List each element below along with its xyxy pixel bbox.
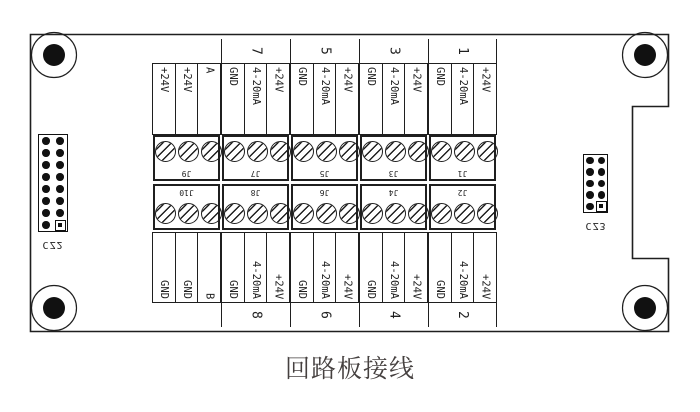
terminal-label-cell bbox=[360, 233, 383, 302]
terminal-label-strip bbox=[359, 63, 428, 135]
terminal-label: +24V bbox=[341, 67, 354, 93]
terminal-label-cell bbox=[222, 64, 245, 134]
terminal-label-cell bbox=[405, 233, 427, 302]
terminal-label-cell bbox=[474, 233, 496, 302]
pin-header-cz2-label: CZ2 bbox=[42, 239, 64, 250]
screw-terminal bbox=[431, 203, 452, 224]
channel-number: 3 bbox=[386, 47, 402, 55]
terminal-label: 4-20mA bbox=[249, 261, 262, 299]
channel-number-cell bbox=[359, 39, 428, 63]
terminal-label: +24V bbox=[479, 273, 492, 299]
block-designator: J7 bbox=[250, 169, 261, 178]
terminal-label: 4-20mA bbox=[387, 261, 400, 299]
channel-number-cell bbox=[290, 39, 359, 63]
screw-terminal bbox=[155, 203, 176, 224]
screw-terminal bbox=[293, 203, 314, 224]
screw-terminal bbox=[247, 203, 268, 224]
block-designator: J4 bbox=[388, 188, 399, 197]
terminal-label: GND bbox=[296, 280, 309, 299]
terminal-label-cell bbox=[360, 64, 383, 134]
terminal-block-j8 bbox=[222, 184, 289, 230]
diagram-title: 回路板接线 bbox=[284, 355, 415, 383]
block-designator: J8 bbox=[250, 188, 261, 197]
terminal-label: +24V bbox=[341, 273, 354, 299]
terminal-label-cell bbox=[245, 233, 268, 302]
terminal-label: 4-20mA bbox=[387, 67, 400, 105]
channel-number-cell bbox=[152, 303, 221, 327]
terminal-label: GND bbox=[158, 280, 171, 299]
terminal-block-j9 bbox=[153, 135, 220, 181]
terminal-label-strip bbox=[152, 63, 221, 135]
channel-number: 5 bbox=[317, 47, 333, 55]
terminal-label-strip bbox=[359, 232, 428, 303]
block-designator: J9 bbox=[181, 169, 192, 178]
terminal-label-cell bbox=[153, 233, 176, 302]
block-designator: J2 bbox=[457, 188, 468, 197]
terminal-label: GND bbox=[227, 280, 240, 299]
terminal-label-strip bbox=[290, 63, 359, 135]
screw-terminal bbox=[454, 203, 475, 224]
screw-terminal bbox=[247, 141, 268, 162]
terminal-label: GND bbox=[434, 67, 447, 86]
channel-number: 2 bbox=[455, 311, 470, 319]
terminal-label-cell bbox=[267, 64, 289, 134]
screw-terminal bbox=[339, 203, 360, 224]
screw-terminal bbox=[316, 141, 337, 162]
terminal-block-j3 bbox=[360, 135, 427, 181]
screw-terminal bbox=[178, 203, 199, 224]
terminal-label: +24V bbox=[272, 67, 285, 93]
block-designator: J10 bbox=[179, 188, 194, 197]
terminal-label: GND bbox=[227, 67, 240, 86]
block-designator: J3 bbox=[388, 169, 399, 178]
terminal-label-strip bbox=[221, 63, 290, 135]
terminal-label-strip bbox=[428, 63, 497, 135]
terminal-label: 4-20mA bbox=[318, 261, 331, 299]
terminal-label-cell bbox=[176, 233, 199, 302]
terminal-label: 4-20mA bbox=[456, 261, 469, 299]
terminal-label-strip bbox=[152, 232, 221, 303]
screw-terminal bbox=[477, 203, 498, 224]
terminal-block-j10 bbox=[153, 184, 220, 230]
terminal-label: +24V bbox=[410, 67, 423, 93]
terminal-label: GND bbox=[434, 280, 447, 299]
terminal-label-strip bbox=[290, 232, 359, 303]
channel-number: 8 bbox=[248, 311, 264, 319]
channel-number-cell bbox=[221, 303, 290, 327]
terminal-label-cell bbox=[336, 64, 358, 134]
terminal-block-j1 bbox=[429, 135, 496, 181]
terminal-label-cell bbox=[314, 64, 337, 134]
terminal-label: 4-20mA bbox=[318, 67, 331, 105]
screw-terminal bbox=[408, 141, 429, 162]
terminal-label-cell bbox=[153, 64, 176, 134]
channel-number-cell bbox=[359, 303, 428, 327]
terminal-block-j5 bbox=[291, 135, 358, 181]
channel-number: 4 bbox=[386, 311, 402, 319]
terminal-block-j2 bbox=[429, 184, 496, 230]
terminal-label-cell bbox=[429, 233, 452, 302]
terminal-label: GND bbox=[180, 280, 193, 299]
screw-terminal bbox=[454, 141, 475, 162]
channel-number: 1 bbox=[455, 47, 470, 55]
screw-terminal bbox=[385, 141, 406, 162]
terminal-block-j7 bbox=[222, 135, 289, 181]
terminal-label-cell bbox=[405, 64, 427, 134]
block-designator: J6 bbox=[319, 188, 330, 197]
terminal-label: 4-20mA bbox=[456, 67, 469, 105]
screw-terminal bbox=[431, 141, 452, 162]
channel-number-cell bbox=[221, 39, 290, 63]
terminal-block-j6 bbox=[291, 184, 358, 230]
terminal-label-cell bbox=[291, 64, 314, 134]
terminal-label-strip bbox=[428, 232, 497, 303]
terminal-label-cell bbox=[222, 233, 245, 302]
terminal-label: +24V bbox=[272, 273, 285, 299]
terminal-label-cell bbox=[267, 233, 289, 302]
terminal-label: +24V bbox=[410, 273, 423, 299]
screw-terminal bbox=[270, 203, 291, 224]
terminal-block-j4 bbox=[360, 184, 427, 230]
channel-number: 7 bbox=[248, 47, 264, 55]
screw-terminal bbox=[362, 141, 383, 162]
terminal-label-cell bbox=[383, 233, 406, 302]
pin-header-cz3-label: CZ3 bbox=[585, 220, 607, 231]
screw-terminal bbox=[362, 203, 383, 224]
screw-terminal bbox=[155, 141, 176, 162]
screw-terminal bbox=[201, 141, 222, 162]
channel-number-cell bbox=[152, 39, 221, 63]
terminal-label-strip bbox=[221, 232, 290, 303]
screw-terminal bbox=[178, 141, 199, 162]
terminal-label-cell bbox=[452, 64, 475, 134]
terminal-label: +24V bbox=[180, 67, 193, 93]
channel-number-cell bbox=[428, 39, 497, 63]
terminal-label: A bbox=[203, 67, 216, 74]
terminal-label: GND bbox=[365, 280, 378, 299]
channel-number: 6 bbox=[317, 311, 333, 319]
terminal-label-cell bbox=[198, 64, 220, 134]
channel-number-cell bbox=[428, 303, 497, 327]
screw-terminal bbox=[224, 203, 245, 224]
screw-terminal bbox=[201, 203, 222, 224]
terminal-label-cell bbox=[452, 233, 475, 302]
screw-terminal bbox=[477, 141, 498, 162]
terminal-label-cell bbox=[429, 64, 452, 134]
screw-terminal bbox=[385, 203, 406, 224]
terminal-label: +24V bbox=[479, 67, 492, 93]
terminal-label-cell bbox=[383, 64, 406, 134]
terminal-label: 4-20mA bbox=[249, 67, 262, 105]
terminal-label-cell bbox=[176, 64, 199, 134]
terminal-label-cell bbox=[198, 233, 220, 302]
block-designator: J1 bbox=[457, 169, 468, 178]
terminal-label-cell bbox=[245, 64, 268, 134]
terminal-label-cell bbox=[314, 233, 337, 302]
terminal-label-cell bbox=[336, 233, 358, 302]
screw-terminal bbox=[408, 203, 429, 224]
screw-terminal bbox=[270, 141, 291, 162]
screw-terminal bbox=[224, 141, 245, 162]
terminal-label: +24V bbox=[158, 67, 171, 93]
screw-terminal bbox=[316, 203, 337, 224]
channel-number-cell bbox=[290, 303, 359, 327]
screw-terminal bbox=[293, 141, 314, 162]
terminal-label: GND bbox=[365, 67, 378, 86]
terminal-label-cell bbox=[291, 233, 314, 302]
terminal-label-cell bbox=[474, 64, 496, 134]
screw-terminal bbox=[339, 141, 360, 162]
terminal-label: B bbox=[203, 292, 216, 299]
block-designator: J5 bbox=[319, 169, 330, 178]
terminal-label: GND bbox=[296, 67, 309, 86]
